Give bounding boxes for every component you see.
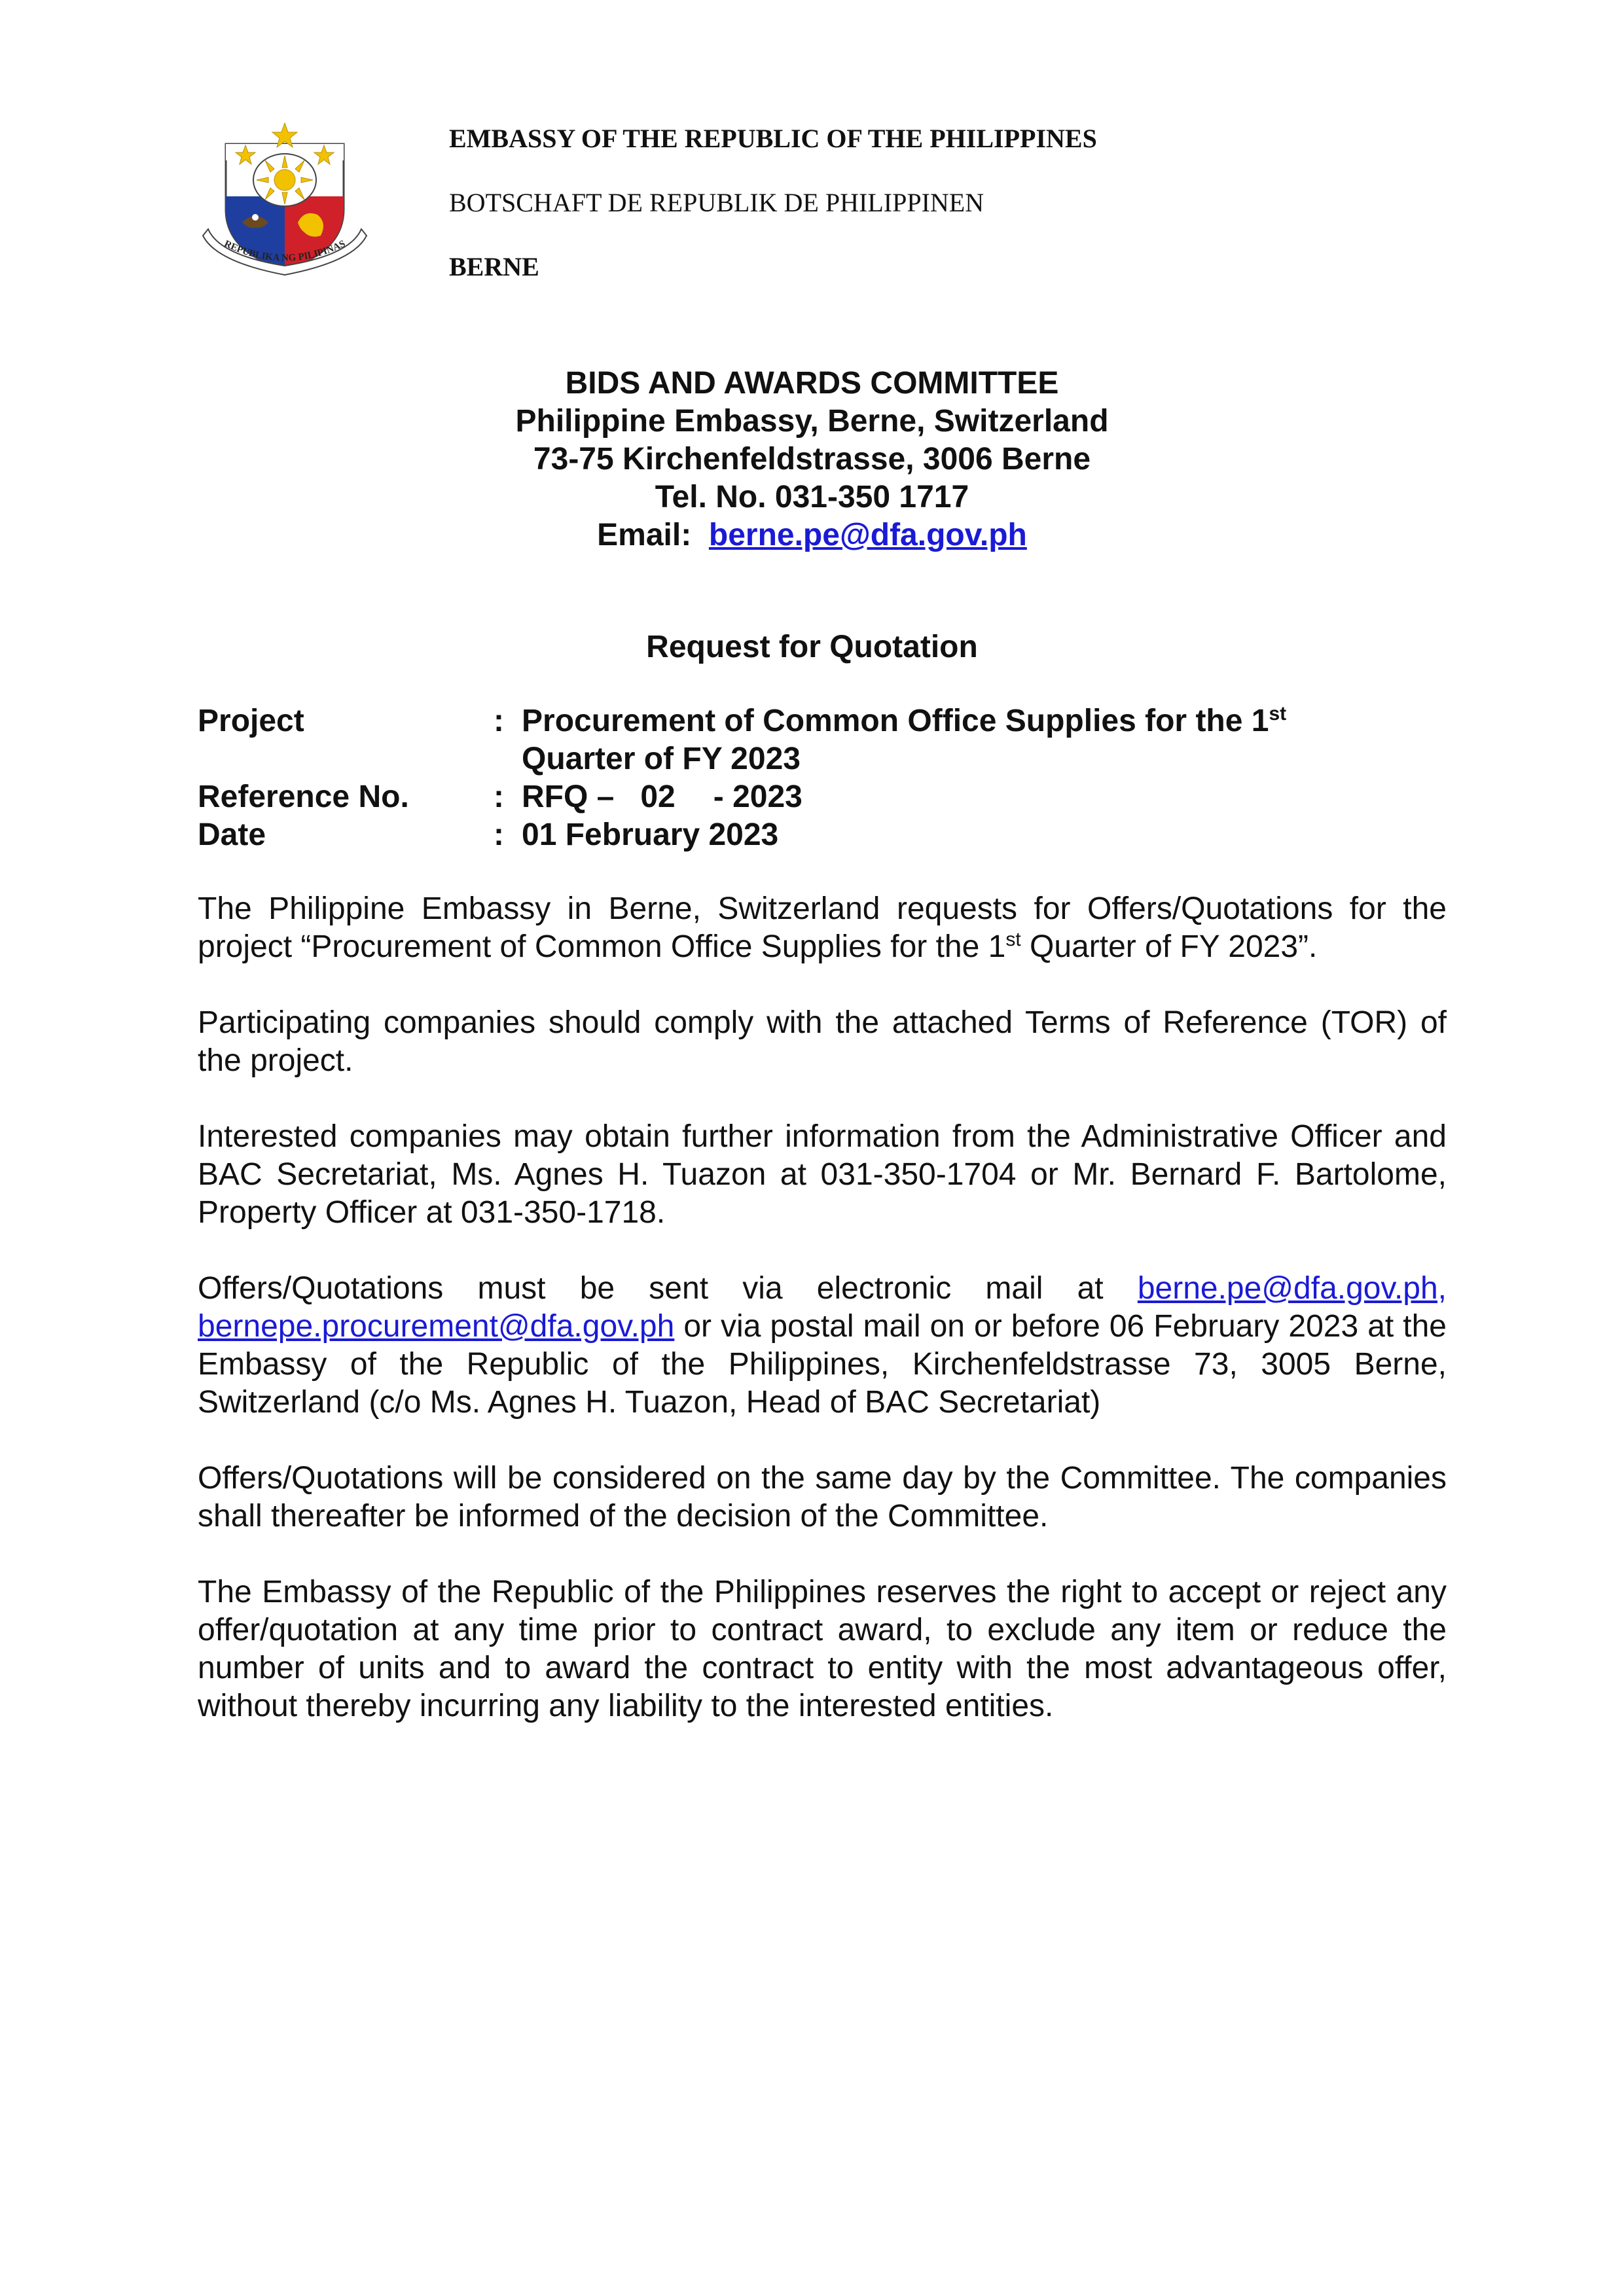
paragraph-evaluation: Offers/Quotations will be considered on the same day by the Committee. The companies shall thereafter be informed of the decision of the Committee. [198, 1461, 1447, 1534]
email-label: Email: [597, 518, 692, 552]
project-value [522, 702, 1438, 778]
date-value: 01 February 2023 [522, 817, 779, 852]
committee-tel: Tel. No. 031-350 1717 [655, 480, 969, 514]
ordinal-suffix: st [1005, 929, 1021, 950]
letterhead [449, 123, 1097, 283]
coat-of-arms-seal [190, 98, 380, 288]
reference-prefix: RFQ – [522, 780, 615, 814]
procurement-email-link[interactable]: bernepe.procurement@dfa.gov.ph [198, 1309, 675, 1344]
colon: : [494, 817, 504, 852]
letter-body [198, 890, 1447, 1763]
reference-row [198, 778, 1441, 816]
committee-email-line [0, 516, 1624, 554]
paragraph-text: Offers/Quotations must be sent via electronic mail at [198, 1271, 1138, 1306]
paragraph-reservation: The Embassy of the Republic of the Philippines reserves the right to accept or reject any offer/quotation at any time prior to contract award, to exclude any item or reduce the number of units and to award the contract to entity with the most advantageous offer, without thereby incurring any liability to the interested entities. [198, 1575, 1447, 1723]
colon: : [494, 780, 504, 814]
paragraph-text: The Philippine Embassy in Berne, Switzerland requests for Offers/Quotations for the project “Procurement of Common Office Supplies for the 1 [198, 891, 1447, 964]
project-value-text: Procurement of Common Office Supplies for the 1 [522, 704, 1269, 738]
committee-address: 73-75 Kirchenfeldstrasse, 3006 Berne [533, 442, 1091, 476]
embassy-name-german: BOTSCHAFT DE REPUBLIK DE PHILIPPINEN [449, 188, 984, 217]
ordinal-suffix: st [1269, 703, 1287, 725]
paragraph-contacts: Interested companies may obtain further information from the Administrative Officer and BAC Secretariat, Ms. Agnes H. Tuazon at 031-350-1704 or Mr. Bernard F. Bartolome, Property Officer at 031-350-1718. [198, 1119, 1447, 1230]
seal-motto: REPUBLIKA NG PILIPINAS [222, 238, 348, 264]
paragraph-text: Quarter of FY 2023”. [1020, 929, 1318, 964]
paragraph-text: or via postal mail on or before 06 February 2023 at the Embassy of the Republic of the Philippines, Kirchenfeldstrasse 73, 3005 Berne, Switzerland (c/o Ms. Agnes H. Tuazon, Head of BAC Secretariat) [198, 1309, 1447, 1420]
email-link[interactable]: berne.pe@dfa.gov.ph [708, 518, 1027, 552]
project-row [198, 702, 1441, 778]
paragraph-tor: Participating companies should comply with the attached Terms of Reference (TOR) of the project. [198, 1005, 1447, 1078]
paragraph-submission [198, 1270, 1447, 1422]
reference-year: - 2023 [713, 780, 803, 814]
paragraph-request [198, 890, 1447, 966]
email-link[interactable]: berne.pe@dfa.gov.ph, [1137, 1271, 1447, 1306]
reference-label: Reference No. [198, 780, 409, 814]
project-value-text-2: Quarter of FY 2023 [522, 742, 801, 776]
reference-number: 02 [640, 780, 676, 814]
colon: : [494, 704, 504, 738]
date-row [198, 816, 1441, 854]
embassy-city: BERNE [449, 252, 539, 281]
reference-value [522, 778, 1438, 816]
committee-name: BIDS AND AWARDS COMMITTEE [565, 366, 1059, 401]
document-title: Request for Quotation [646, 630, 978, 664]
committee-header [0, 365, 1624, 554]
date-label: Date [198, 817, 266, 852]
project-label: Project [198, 704, 304, 738]
rfq-details [198, 702, 1441, 854]
embassy-name: EMBASSY OF THE REPUBLIC OF THE PHILIPPINES [449, 124, 1097, 153]
committee-office: Philippine Embassy, Berne, Switzerland [515, 404, 1109, 439]
